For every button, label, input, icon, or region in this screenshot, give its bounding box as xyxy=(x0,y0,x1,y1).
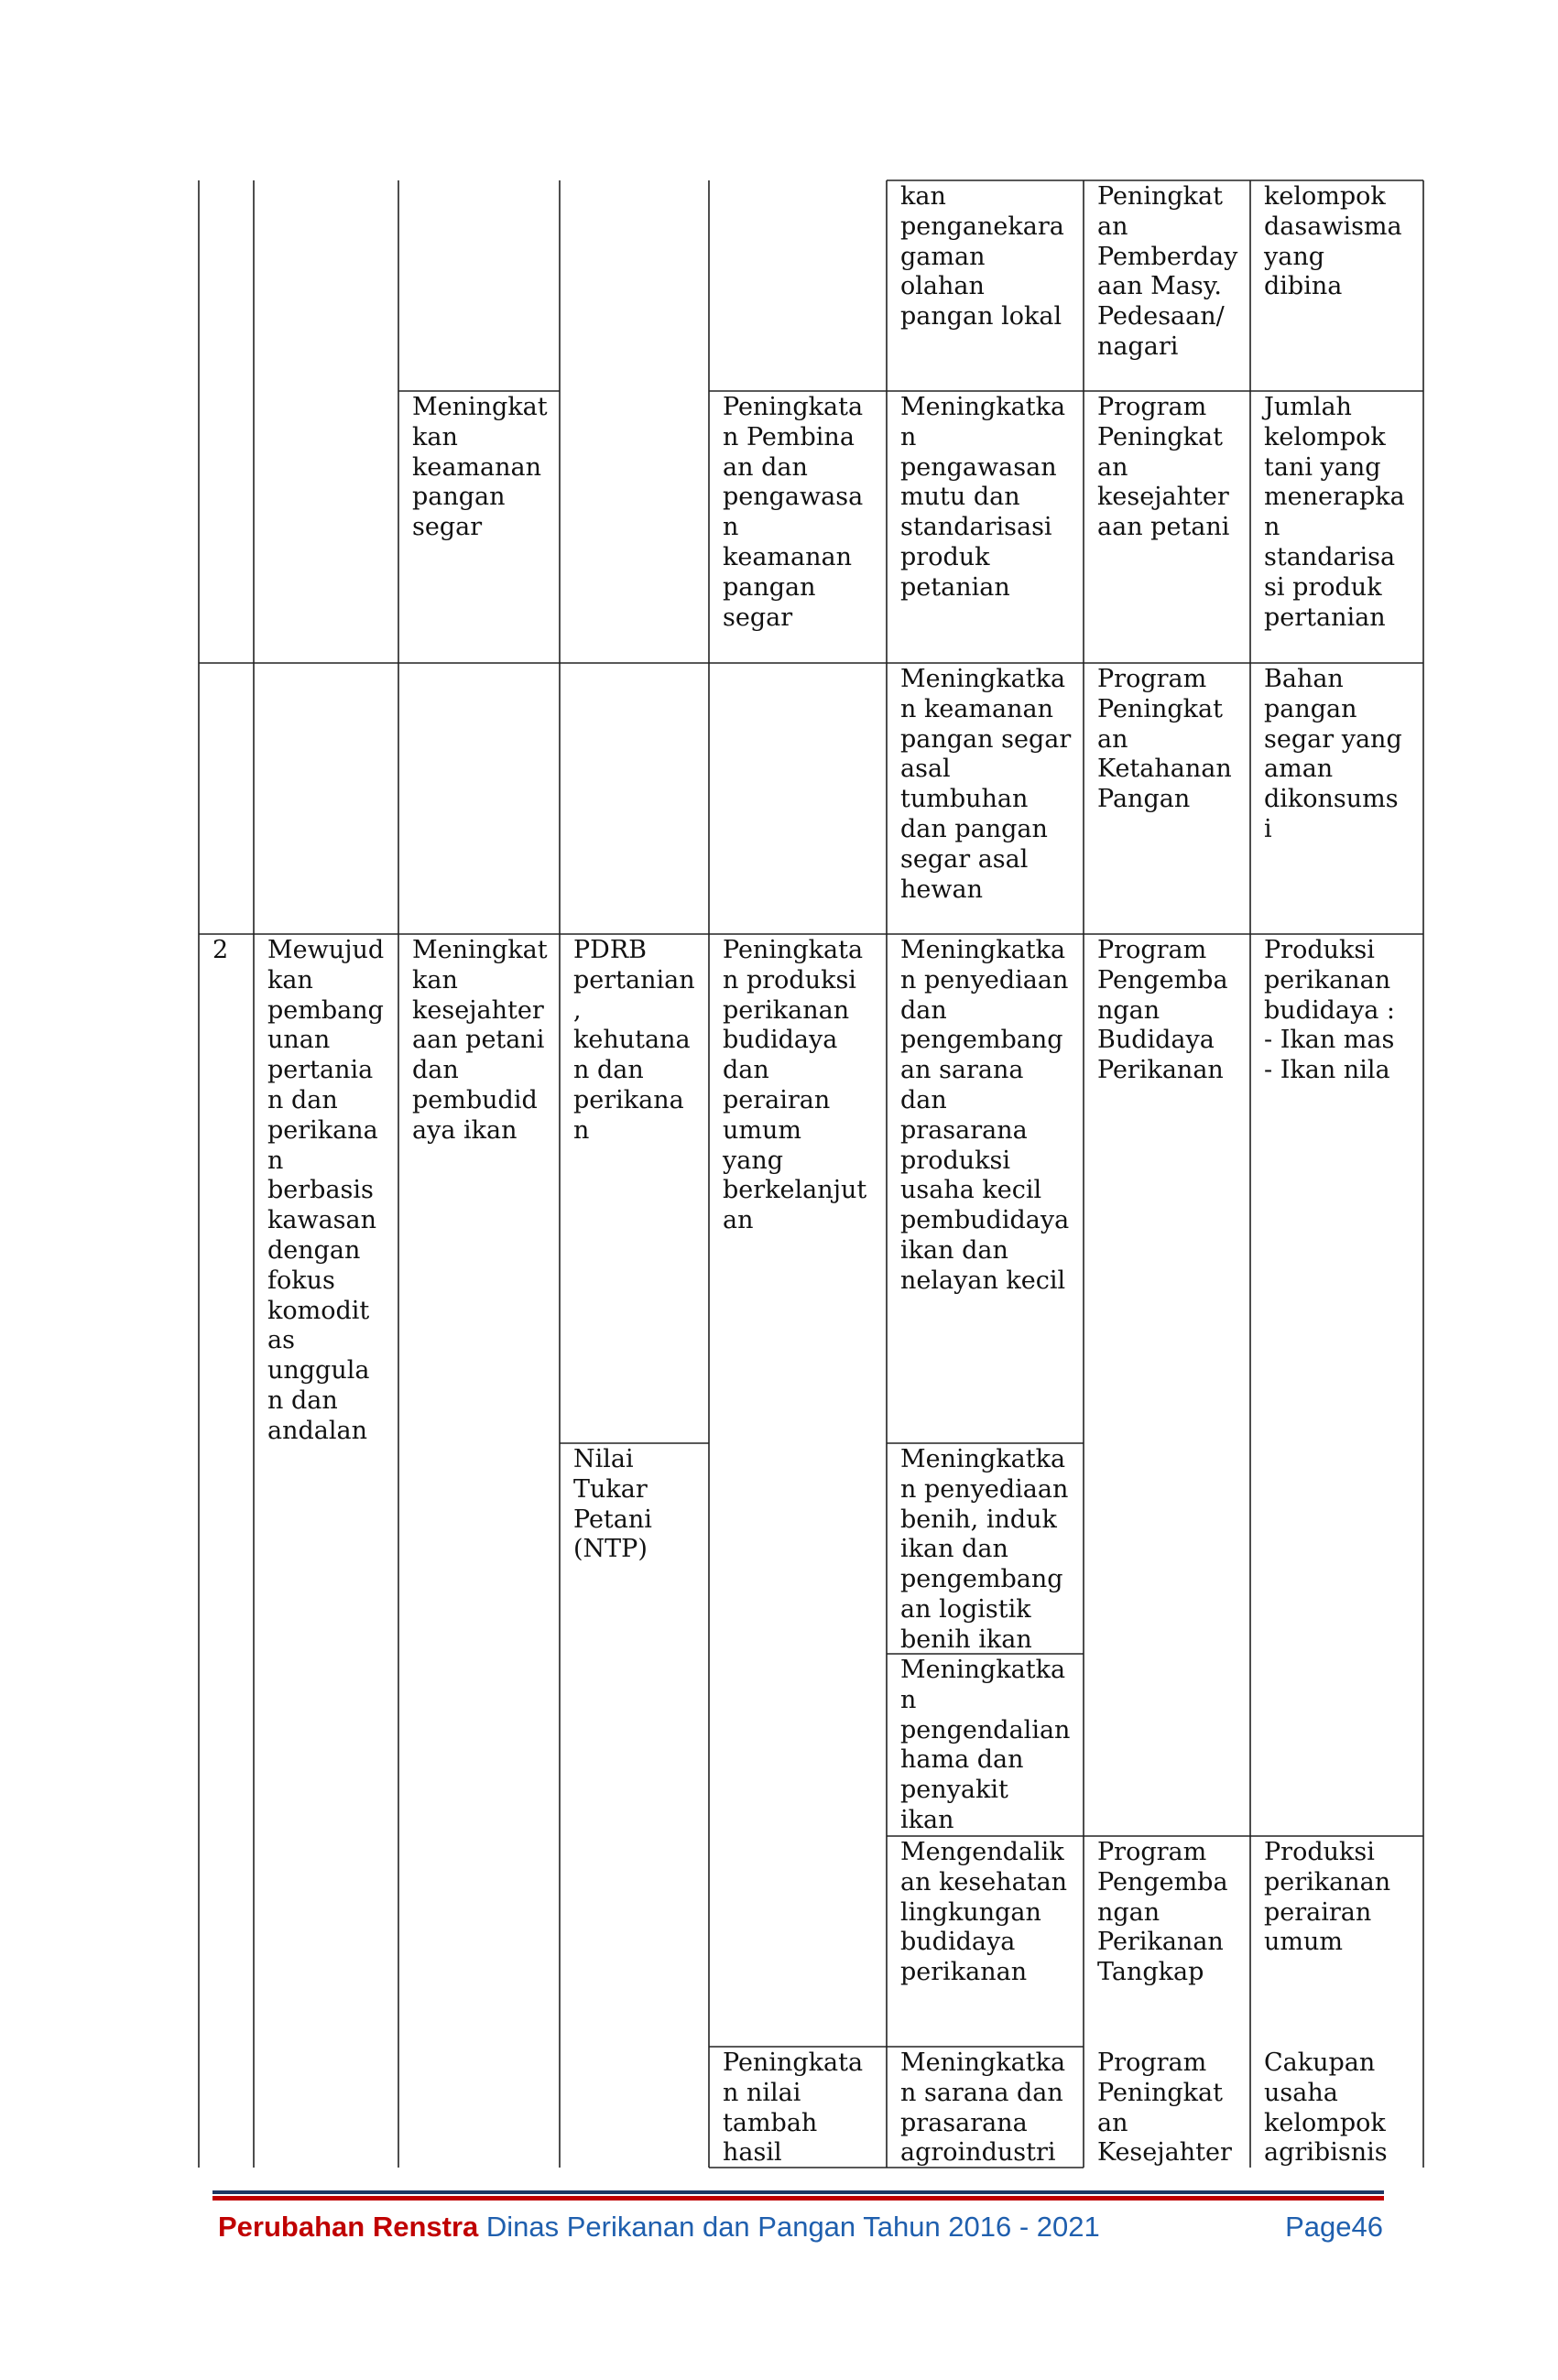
table-cell: Mengendalik an kesehatan lingkungan budidaya perikanan xyxy=(900,1838,1068,1987)
table-cell: Meningkat kan kesejahter aan petani dan pembudid aya ikan xyxy=(412,936,548,1145)
table-cell: Jumlah kelompok tani yang menerapka n standarisa si produk pertanian xyxy=(1264,393,1405,632)
table-cell: Produksi perikanan perairan umum xyxy=(1264,1838,1391,1957)
footer-rule xyxy=(212,2190,1384,2201)
table-cell: Program Peningkat an Kesejahter xyxy=(1097,2049,1232,2168)
table-cell: Program Peningkat an Ketahanan Pangan xyxy=(1097,665,1232,814)
table-cell: Program Pengemba ngan Perikanan Tangkap xyxy=(1097,1838,1228,1987)
table-cell: Bahan pangan segar yang aman dikonsums i xyxy=(1264,665,1402,843)
footer-title xyxy=(218,2211,1100,2244)
table-cell: Meningkatka n sarana dan prasarana agroindustri xyxy=(900,2049,1066,2168)
table-cell: Mewujud kan pembang unan pertania n dan perikana n berbasis kawasan dengan fokus komodit as unggula n dan andalan xyxy=(267,936,385,1445)
table-cell: Program Pengemba ngan Budidaya Perikanan xyxy=(1097,936,1228,1085)
table-cell: Peningkat an Pemberday aan Masy. Pedesaan/ nagari xyxy=(1097,182,1238,361)
table-cell: kan penganekara gaman olahan pangan lokal xyxy=(900,182,1064,331)
table-cell: 2 xyxy=(212,936,229,964)
table-cell: kelompok dasawisma yang dibina xyxy=(1264,182,1402,301)
table-cell: Peningkata n nilai tambah hasil xyxy=(723,2049,864,2168)
table-cell: Program Peningkat an kesejahter aan petani xyxy=(1097,393,1230,542)
table-cell: PDRB pertanian , kehutana n dan perikana n xyxy=(573,936,695,1145)
footer-bold-text: Perubahan Renstra xyxy=(218,2211,479,2243)
table-cell: Cakupan usaha kelompok agribisnis xyxy=(1264,2049,1388,2168)
table-cell: Nilai Tukar Petani (NTP) xyxy=(573,1445,652,1564)
page-number: Page46 xyxy=(1285,2211,1383,2243)
table-cell: Peningkata n Pembina an dan pengawasa n keamanan pangan segar xyxy=(723,393,864,632)
table-cell: Produksi perikanan budidaya : - Ikan mas - Ikan nila xyxy=(1264,936,1396,1085)
footer-text: Dinas Perikanan dan Pangan Tahun 2016 - 2021 xyxy=(478,2211,1100,2243)
table-cell: Meningkatka n pengendalian hama dan penyakit ikan xyxy=(900,1656,1071,1834)
table-cell: Meningkat kan keamanan pangan segar xyxy=(412,393,548,542)
table-cell: Meningkatka n keamanan pangan segar asal tumbuhan dan pangan segar asal hewan xyxy=(900,665,1072,904)
table-cell: Meningkatka n penyediaan dan pengembang an sarana dan prasarana produksi usaha kecil pembudidaya ikan dan nelayan kecil xyxy=(900,936,1070,1295)
table-cell: Meningkatka n penyediaan benih, induk ikan dan pengembang an logistik benih ikan xyxy=(900,1445,1069,1654)
table-cell: Meningkatka n pengawasan mutu dan standarisasi produk petanian xyxy=(900,393,1066,602)
table-cell: Peningkata n produksi perikanan budidaya dan perairan umum yang berkelanjut an xyxy=(723,936,867,1235)
